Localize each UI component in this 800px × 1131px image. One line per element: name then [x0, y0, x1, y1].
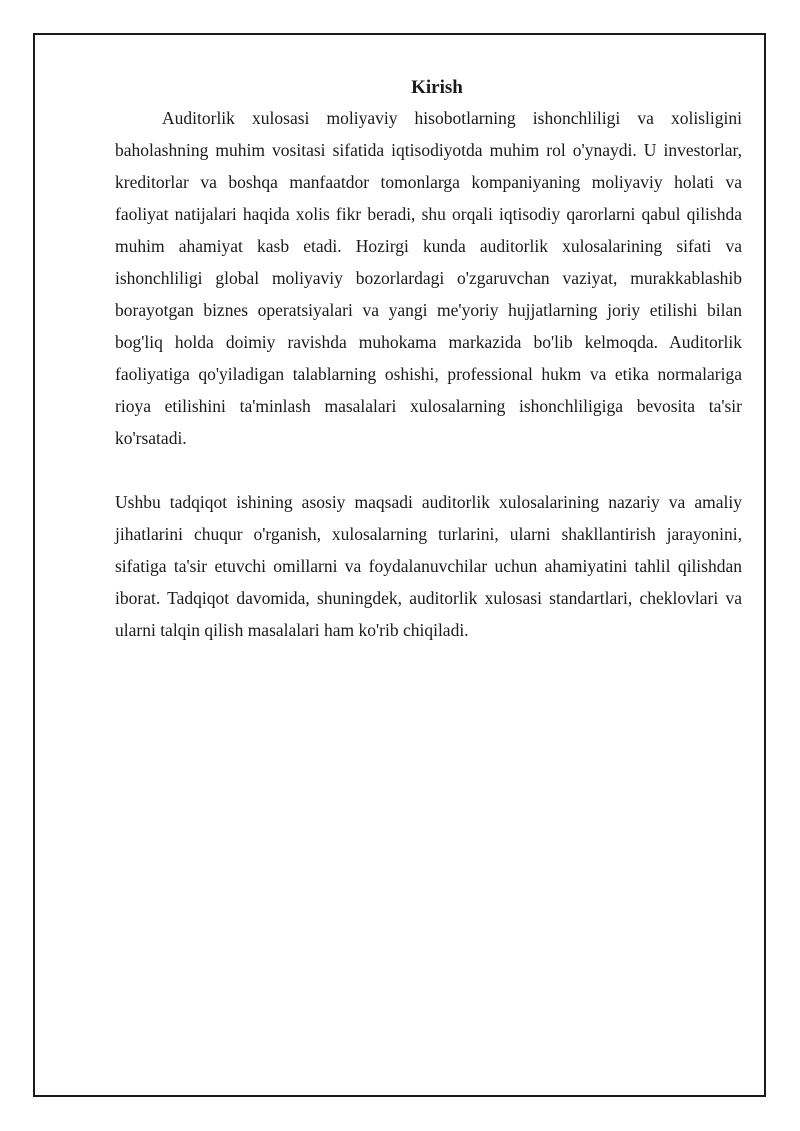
intro-paragraph: Auditorlik xulosasi moliyaviy hisobotlarning ishonchliligi va xolisligini baholashning muhim vositasi sifatida iqtisodiyotda muhim rol o'ynaydi. U investorlar, kreditorlar va boshqa manfaatdor tomonlarga kompaniyaning moliyaviy holati va faoliyat natijalari haqida xolis fikr beradi, shu orqali iqtisodiy qarorlarni qabul qilishda muhim ahamiyat kasb etadi. Hozirgi kunda auditorlik xulosalarining sifati va ishonchliligi global moliyaviy bozorlardagi o'zgaruvchan vaziyat, murakkablashib borayotgan biznes operatsiyalari va yangi me'yoriy hujjatlarning joriy etilishi bilan bog'liq holda doimiy ravishda muhokama markazida bo'lib kelmoqda. Auditorlik faoliyatiga qo'yiladigan talablarning oshishi, professional hukm va etika normalariga rioya etilishini ta'minlash masalalari xulosalarning ishonchliligiga bevosita ta'sir ko'rsatadi.: [115, 108, 742, 448]
section-heading: Kirish: [411, 77, 463, 98]
document-body: [115, 74, 742, 646]
goal-paragraph: Ushbu tadqiqot ishining asosiy maqsadi auditorlik xulosalarining nazariy va amaliy jihatlarini chuqur o'rganish, xulosalarning turlarini, ularni shakllantirish jarayonini, sifatiga ta'sir etuvchi omillarni va foydalanuvchilar uchun ahamiyatini tahlil qilishdan iborat. Tadqiqot davomida, shuningdek, auditorlik xulosasi standartlari, cheklovlari va ularni talqin qilish masalalari ham ko'rib chiqiladi.: [115, 492, 742, 640]
